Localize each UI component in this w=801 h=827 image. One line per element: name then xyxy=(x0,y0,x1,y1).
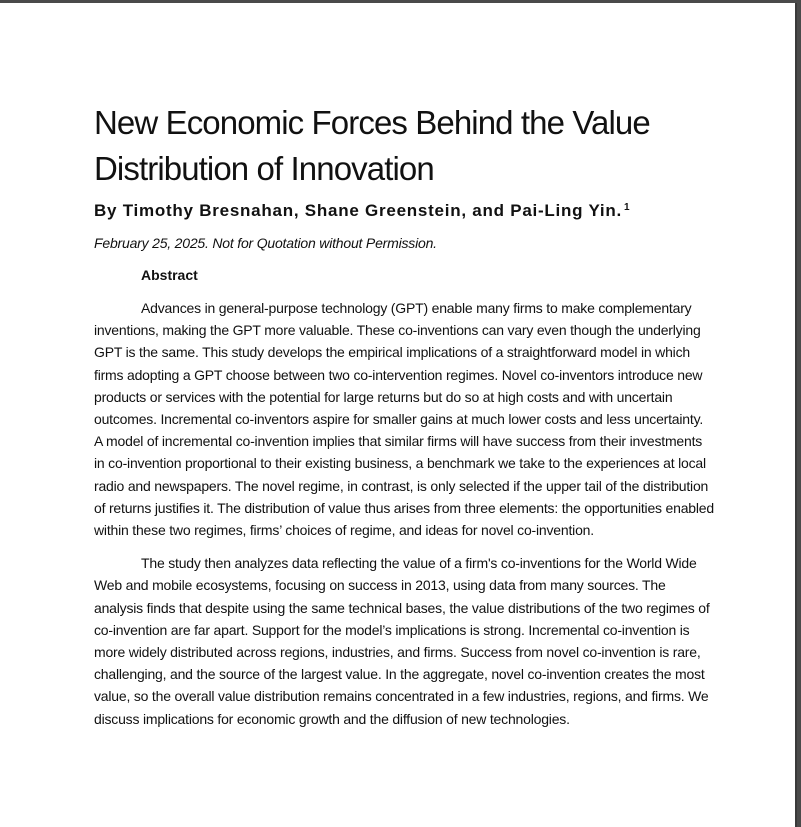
author-names: By Timothy Bresnahan, Shane Greenstein, and Pai-Ling Yin. xyxy=(94,201,622,220)
author-line xyxy=(94,196,714,223)
abstract-heading: Abstract xyxy=(141,267,198,283)
dateline: February 25, 2025. Not for Quotation without Permission. xyxy=(94,235,437,251)
document-page xyxy=(0,3,797,827)
abstract-paragraph-1: Advances in general-purpose technology (GPT) enable many firms to make complementary inventions, making the GPT more valuable. These co-inventions can vary even though the underlying GPT is the same. This study develops the empirical implications of a straightforward model in which firms adopting a GPT choose between two co-intervention regimes. Novel co-inventors introduce new products or services with the potential for large returns but do so at high costs and with uncertain outcomes. Incremental co-inventors aspire for smaller gains at much lower costs and less uncertainty. A model of incremental co-invention implies that similar firms will have success from their investments in co-invention proportional to their existing business, a benchmark we take to the experiences at local radio and newspapers. The novel regime, in contrast, is only selected if the upper tail of the distribution of returns justifies it. The distribution of value thus arises from three elements: the opportunities enabled within these two regimes, firms’ choices of regime, and ideas for novel co-invention. xyxy=(94,300,714,539)
author-footnote-marker: 1 xyxy=(624,202,630,213)
abstract-paragraph-2: The study then analyzes data reflecting the value of a firm's co-inventions for the World Wide Web and mobile ecosystems, focusing on success in 2013, using data from many sources. The analysis finds that despite using the same technical bases, the value distributions of the two regimes of co-invention are far apart. Support for the model’s implications is strong. Incremental co-invention is more widely distributed across regions, industries, and firms. Success from novel co-invention is rare, challenging, and the source of the largest value. In the aggregate, novel co-invention creates the most value, so the overall value distribution remains concentrated in a few industries, regions, and firms. We discuss implications for economic growth and the diffusion of new technologies. xyxy=(94,555,710,727)
paper-title xyxy=(94,100,714,192)
paper-title-line-1: New Economic Forces Behind the Value xyxy=(94,104,650,141)
paper-title-line-2: Distribution of Innovation xyxy=(94,150,434,187)
document-body xyxy=(94,100,714,730)
